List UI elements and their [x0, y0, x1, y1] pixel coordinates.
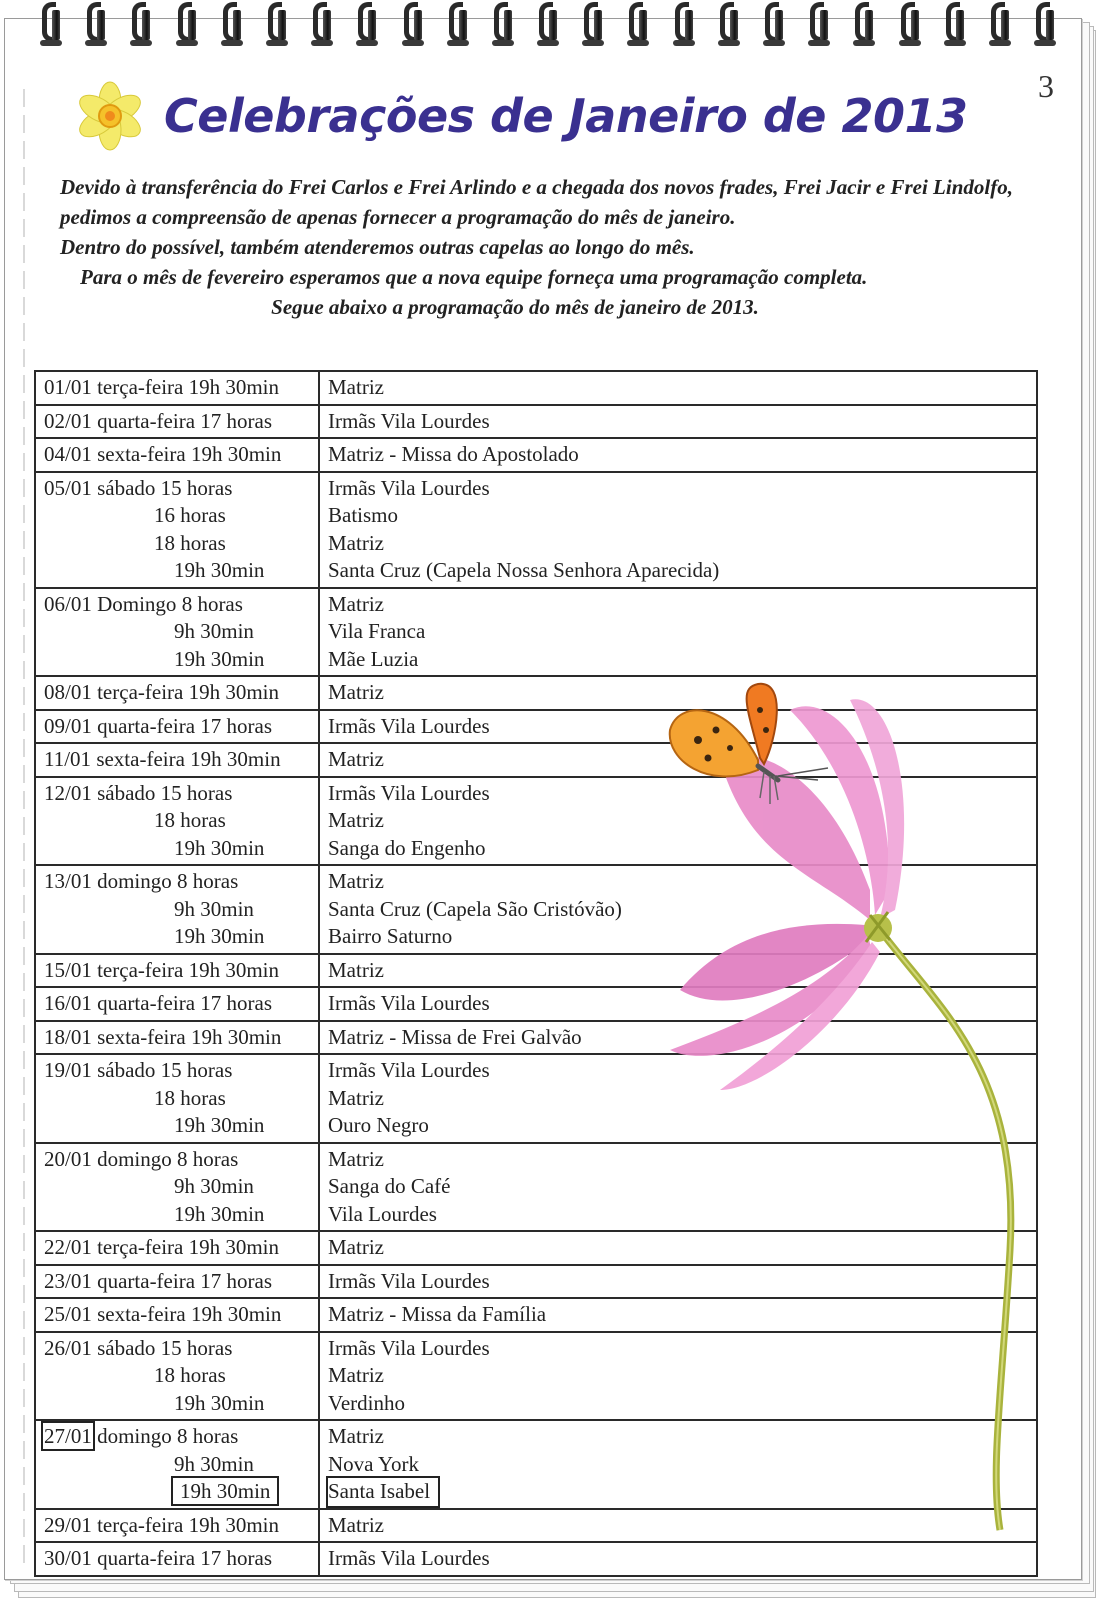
- schedule-time: 18 horas: [154, 530, 226, 555]
- spiral-ring: [940, 0, 985, 52]
- spiral-ring: [217, 0, 262, 52]
- schedule-time: 9h 30min: [174, 896, 254, 921]
- spiral-ring: [443, 0, 488, 52]
- schedule-time: 16 horas: [154, 503, 226, 527]
- schedule-date-line: [44, 1545, 310, 1573]
- schedule-place-cell: [319, 1509, 1037, 1543]
- spiral-ring: [849, 0, 894, 52]
- schedule-place: Verdinho: [328, 1390, 405, 1415]
- schedule-weekday: terça-feira: [97, 680, 184, 704]
- schedule-place: Nova York: [328, 1451, 420, 1476]
- schedule-place: Matriz: [328, 957, 384, 982]
- spiral-ring: [172, 0, 217, 52]
- schedule-time-line: [44, 1362, 310, 1390]
- schedule-date: 26/01: [44, 1335, 92, 1360]
- spiral-ring: [262, 0, 307, 52]
- schedule-date-line: [44, 475, 310, 503]
- schedule-date-line: [44, 868, 310, 896]
- schedule-weekday: Domingo: [97, 591, 177, 616]
- schedule-time: 19h 30min: [188, 680, 280, 704]
- spiral-ring: [307, 0, 352, 52]
- schedule-time-line: [44, 1478, 310, 1506]
- schedule-place: Irmãs Vila Lourdes: [328, 713, 490, 738]
- schedule-date: 23/01: [44, 1268, 92, 1293]
- schedule-weekday: sábado: [97, 780, 156, 805]
- schedule-time: 18 horas: [154, 1085, 226, 1110]
- schedule-place: Santa Cruz (Capela São Cristóvão): [328, 896, 622, 921]
- schedule-date-line: [44, 1024, 310, 1052]
- schedule-weekday: terça-feira: [97, 957, 184, 982]
- schedule-date: 15/01: [44, 957, 92, 982]
- schedule-place-cell: [319, 865, 1037, 954]
- schedule-row: [35, 777, 1037, 866]
- schedule-weekday: domingo: [97, 1146, 172, 1171]
- schedule-date: 06/01: [44, 591, 92, 616]
- intro-paragraph: Dentro do possível, também atenderemos outras capelas ao longo do mês.: [60, 235, 695, 259]
- schedule-date: 20/01: [44, 1146, 92, 1171]
- butterfly-image: [668, 680, 838, 820]
- daffodil-icon: [72, 78, 148, 154]
- schedule-weekday: quarta-feira: [97, 713, 196, 738]
- schedule-when-cell: [35, 865, 319, 954]
- schedule-place: Matriz: [328, 1512, 384, 1537]
- schedule-place-cell: [319, 1542, 1037, 1576]
- schedule-date-line: [44, 780, 310, 808]
- schedule-weekday: quarta-feira: [97, 1268, 196, 1293]
- schedule-date: 04/01: [44, 442, 92, 466]
- schedule-time-line: [44, 1173, 310, 1201]
- schedule-date: 08/01: [44, 680, 92, 704]
- schedule-time-line: [44, 807, 310, 835]
- schedule-time: 15 horas: [160, 475, 233, 500]
- schedule-place: Matriz: [328, 375, 384, 399]
- schedule-row: [35, 472, 1037, 588]
- spiral-ring: [985, 0, 1030, 52]
- schedule-row: [35, 865, 1037, 954]
- spiral-ring: [398, 0, 443, 52]
- schedule-place: Irmãs Vila Lourdes: [328, 1546, 490, 1570]
- schedule-place: Matriz: [328, 747, 384, 771]
- schedule-weekday: domingo: [97, 1424, 172, 1448]
- schedule-time: 8 horas: [181, 591, 243, 616]
- schedule-date-line: [44, 591, 310, 619]
- schedule-when-cell: [35, 954, 319, 988]
- spiral-ring: [578, 0, 623, 52]
- schedule-time-line: [44, 502, 310, 530]
- schedule-time: 15 horas: [160, 780, 233, 805]
- schedule-when-cell: [35, 676, 319, 710]
- page-edge-decoration: [23, 89, 25, 1569]
- schedule-date-line: [44, 746, 310, 774]
- schedule-date-line: [44, 408, 310, 436]
- schedule-row: [35, 1420, 1037, 1509]
- schedule-place-cell: [319, 472, 1037, 588]
- schedule-place-cell: [319, 371, 1037, 405]
- spiral-ring: [36, 0, 81, 52]
- schedule-when-cell: [35, 1265, 319, 1299]
- schedule-time: 17 horas: [200, 713, 273, 738]
- schedule-when-cell: [35, 438, 319, 472]
- schedule-row: [35, 1298, 1037, 1332]
- spiral-ring: [126, 0, 171, 52]
- spiral-ring: [533, 0, 578, 52]
- schedule-time-line: [44, 557, 310, 585]
- schedule-place: Irmãs Vila Lourdes: [328, 408, 490, 433]
- schedule-place-cell: [319, 954, 1037, 988]
- schedule-place-cell: [319, 438, 1037, 472]
- schedule-weekday: terça-feira: [97, 1235, 184, 1259]
- schedule-when-cell: [35, 1509, 319, 1543]
- schedule-row: [35, 1509, 1037, 1543]
- schedule-place: Matriz: [328, 1424, 384, 1448]
- schedule-date-line: [44, 957, 310, 985]
- schedule-when-cell: [35, 1542, 319, 1576]
- schedule-date: 01/01: [44, 375, 92, 399]
- schedule-when-cell: [35, 1420, 319, 1509]
- schedule-when-cell: [35, 1054, 319, 1143]
- schedule-date: 19/01: [44, 1058, 92, 1082]
- schedule-time-line: [44, 530, 310, 558]
- schedule-weekday: sábado: [97, 1335, 156, 1360]
- schedule-date-line: [44, 1335, 310, 1363]
- schedule-place: Matriz: [328, 530, 384, 555]
- schedule-date-line: [44, 990, 310, 1018]
- schedule-table: [34, 370, 1038, 1577]
- schedule-place: Irmãs Vila Lourdes: [328, 780, 490, 805]
- schedule-date-line: [44, 1268, 310, 1296]
- schedule-time: 17 horas: [200, 1268, 273, 1293]
- schedule-row: [35, 710, 1037, 744]
- schedule-time: 17 horas: [200, 991, 273, 1015]
- schedule-place: Matriz - Missa de Frei Galvão: [328, 1024, 582, 1049]
- schedule-date-line: [44, 679, 310, 707]
- schedule-weekday: terça-feira: [97, 1512, 184, 1537]
- schedule-time: 8 horas: [177, 869, 239, 893]
- schedule-place: Irmãs Vila Lourdes: [328, 991, 490, 1015]
- schedule-date-line: [44, 1512, 310, 1540]
- schedule-place: Irmãs Vila Lourdes: [328, 475, 490, 500]
- schedule-row: [35, 1143, 1037, 1232]
- schedule-time: 19h 30min: [174, 924, 265, 948]
- schedule-row: [35, 371, 1037, 405]
- schedule-row: [35, 588, 1037, 677]
- schedule-place-cell: [319, 1143, 1037, 1232]
- schedule-time: 17 horas: [200, 1546, 273, 1570]
- schedule-place-cell: [319, 1054, 1037, 1143]
- schedule-date-line: [44, 1423, 310, 1451]
- schedule-time: 19h 30min: [174, 1479, 276, 1503]
- schedule-weekday: sábado: [97, 475, 156, 500]
- schedule-date-line: [44, 1234, 310, 1262]
- schedule-time: 19h 30min: [174, 1113, 265, 1137]
- spiral-ring: [669, 0, 714, 52]
- schedule-date-line: [44, 1301, 310, 1329]
- schedule-place-cell: [319, 1298, 1037, 1332]
- schedule-date: 02/01: [44, 408, 92, 433]
- schedule-place: Matriz: [328, 1235, 384, 1259]
- schedule-place: Matriz - Missa da Família: [328, 1302, 547, 1326]
- schedule-place: Matriz - Missa do Apostolado: [328, 442, 579, 466]
- schedule-row: [35, 954, 1037, 988]
- intro-paragraph: Segue abaixo a programação do mês de janeiro de 2013.: [271, 295, 759, 319]
- schedule-time: 19h 30min: [188, 375, 280, 399]
- schedule-time: 19h 30min: [174, 1390, 265, 1415]
- schedule-row: [35, 438, 1037, 472]
- schedule-weekday: quarta-feira: [97, 1546, 196, 1570]
- title-row: [72, 78, 968, 154]
- schedule-date-line: [44, 1146, 310, 1174]
- schedule-date: 22/01: [44, 1235, 92, 1259]
- schedule-date: 30/01: [44, 1546, 92, 1570]
- schedule-weekday: sexta-feira: [97, 442, 186, 466]
- schedule-place: Matriz: [328, 869, 384, 893]
- schedule-weekday: sexta-feira: [97, 1024, 186, 1049]
- schedule-when-cell: [35, 1298, 319, 1332]
- schedule-when-cell: [35, 777, 319, 866]
- schedule-place: Matriz: [328, 1146, 384, 1171]
- schedule-time: 15 horas: [160, 1058, 233, 1082]
- schedule-when-cell: [35, 1021, 319, 1055]
- schedule-row: [35, 1265, 1037, 1299]
- schedule-time: 9h 30min: [174, 619, 254, 643]
- schedule-time: 18 horas: [154, 1363, 226, 1387]
- schedule-weekday: sábado: [97, 1058, 156, 1082]
- schedule-time: 17 horas: [200, 408, 273, 433]
- schedule-date: 13/01: [44, 869, 92, 893]
- schedule-date-line: [44, 374, 310, 402]
- schedule-row: [35, 1231, 1037, 1265]
- schedule-time-line: [44, 896, 310, 924]
- schedule-place: Santa Cruz (Capela Nossa Senhora Aparecida): [328, 558, 720, 582]
- schedule-time-line: [44, 618, 310, 646]
- intro-paragraph: Devido à transferência do Frei Carlos e Frei Arlindo e a chegada dos novos frades, Frei Jacir e Frei Lindolfo, pedimos a compreensão de apenas fornecer a programação do mês de janeiro.: [60, 175, 1013, 229]
- schedule-place: Irmãs Vila Lourdes: [328, 1335, 490, 1360]
- schedule-place: Irmãs Vila Lourdes: [328, 1268, 490, 1293]
- spiral-ring: [804, 0, 849, 52]
- schedule-date-line: [44, 441, 310, 469]
- schedule-time: 9h 30min: [174, 1174, 254, 1198]
- spiral-ring: [1030, 0, 1075, 52]
- schedule-time: 19h 30min: [174, 646, 265, 671]
- schedule-row: [35, 1542, 1037, 1576]
- schedule-date: 29/01: [44, 1512, 92, 1537]
- schedule-place: Matriz: [328, 808, 384, 832]
- schedule-place: Matriz: [328, 591, 384, 616]
- spiral-ring: [759, 0, 804, 52]
- intro-paragraph: Para o mês de fevereiro esperamos que a nova equipe forneça uma programação completa.: [80, 265, 868, 289]
- schedule-when-cell: [35, 1143, 319, 1232]
- schedule-date: 16/01: [44, 991, 92, 1015]
- schedule-weekday: sexta-feira: [97, 1302, 186, 1326]
- schedule-place: Santa Isabel: [328, 1478, 438, 1506]
- schedule-date: 18/01: [44, 1024, 92, 1049]
- schedule-time: 8 horas: [177, 1146, 239, 1171]
- schedule-date: 09/01: [44, 713, 92, 738]
- schedule-weekday: sexta-feira: [96, 747, 185, 771]
- schedule-time: 19h 30min: [174, 835, 265, 860]
- schedule-time-line: [44, 1390, 310, 1418]
- schedule-time-line: [44, 835, 310, 863]
- schedule-time-line: [44, 646, 310, 674]
- schedule-place: Matriz: [328, 1085, 384, 1110]
- schedule-row: [35, 1021, 1037, 1055]
- schedule-time: 19h 30min: [190, 1302, 282, 1326]
- schedule-row: [35, 1332, 1037, 1421]
- intro-text: [60, 172, 1050, 322]
- schedule-date: 27/01: [44, 1424, 92, 1448]
- spiral-ring: [352, 0, 397, 52]
- schedule-place: Irmãs Vila Lourdes: [328, 1058, 490, 1082]
- schedule-time: 19h 30min: [188, 1235, 280, 1259]
- schedule-weekday: quarta-feira: [97, 991, 196, 1015]
- schedule-date: 25/01: [44, 1302, 92, 1326]
- schedule-time: 15 horas: [160, 1335, 233, 1360]
- schedule-place-cell: [319, 1332, 1037, 1421]
- schedule-weekday: terça-feira: [97, 375, 184, 399]
- schedule-place-cell: [319, 588, 1037, 677]
- schedule-weekday: domingo: [97, 869, 172, 893]
- schedule-when-cell: [35, 987, 319, 1021]
- schedule-row: [35, 405, 1037, 439]
- page-number: 3: [1038, 68, 1054, 104]
- schedule-place: Vila Lourdes: [328, 1201, 437, 1226]
- schedule-date: 11/01: [44, 747, 92, 771]
- schedule-time: 8 horas: [177, 1424, 239, 1448]
- schedule-place: Vila Franca: [328, 619, 426, 643]
- schedule-time: 19h 30min: [190, 442, 282, 466]
- schedule-when-cell: [35, 743, 319, 777]
- schedule-place-cell: [319, 987, 1037, 1021]
- spiral-ring: [488, 0, 533, 52]
- schedule-time-line: [44, 1201, 310, 1229]
- schedule-date-line: [44, 713, 310, 741]
- schedule-place-cell: [319, 405, 1037, 439]
- schedule-when-cell: [35, 472, 319, 588]
- schedule-place: Sanga do Engenho: [328, 835, 486, 860]
- schedule-when-cell: [35, 710, 319, 744]
- schedule-when-cell: [35, 1231, 319, 1265]
- schedule-place: Mãe Luzia: [328, 646, 419, 671]
- schedule-row: [35, 987, 1037, 1021]
- schedule-time: 19h 30min: [188, 1512, 280, 1537]
- schedule-when-cell: [35, 405, 319, 439]
- schedule-time: 19h 30min: [190, 1024, 282, 1049]
- schedule-time-line: [44, 1451, 310, 1479]
- schedule-place: Matriz: [328, 1363, 384, 1387]
- schedule-when-cell: [35, 1332, 319, 1421]
- schedule-date: 05/01: [44, 475, 92, 500]
- schedule-when-cell: [35, 588, 319, 677]
- schedule-time: 18 horas: [154, 808, 226, 832]
- schedule-time: 19h 30min: [188, 957, 280, 982]
- schedule-place: Bairro Saturno: [328, 924, 453, 948]
- schedule-place: Sanga do Café: [328, 1174, 451, 1198]
- schedule-place: Batismo: [328, 503, 399, 527]
- schedule-row: [35, 743, 1037, 777]
- spiral-ring: [895, 0, 940, 52]
- schedule-when-cell: [35, 371, 319, 405]
- schedule-time-line: [44, 1085, 310, 1113]
- schedule-time: 9h 30min: [174, 1451, 254, 1476]
- schedule-time: 19h 30min: [174, 1201, 265, 1226]
- page-title: Celebrações de Janeiro de 2013: [164, 89, 968, 143]
- schedule-place: Matriz: [328, 680, 384, 704]
- schedule-time: 19h 30min: [174, 558, 265, 582]
- schedule-place-cell: [319, 1420, 1037, 1509]
- spiral-ring: [714, 0, 759, 52]
- spiral-ring: [81, 0, 126, 52]
- spiral-binding: [36, 0, 1076, 52]
- schedule-place-cell: [319, 1231, 1037, 1265]
- schedule-date-line: [44, 1057, 310, 1085]
- spiral-ring: [623, 0, 668, 52]
- schedule-date: 12/01: [44, 780, 92, 805]
- schedule-time-line: [44, 1112, 310, 1140]
- schedule-time: 19h 30min: [190, 747, 281, 771]
- schedule-weekday: quarta-feira: [97, 408, 196, 433]
- schedule-row: [35, 676, 1037, 710]
- schedule-place-cell: [319, 1021, 1037, 1055]
- schedule-row: [35, 1054, 1037, 1143]
- schedule-place-cell: [319, 1265, 1037, 1299]
- schedule-place: Ouro Negro: [328, 1113, 429, 1137]
- schedule-time-line: [44, 923, 310, 951]
